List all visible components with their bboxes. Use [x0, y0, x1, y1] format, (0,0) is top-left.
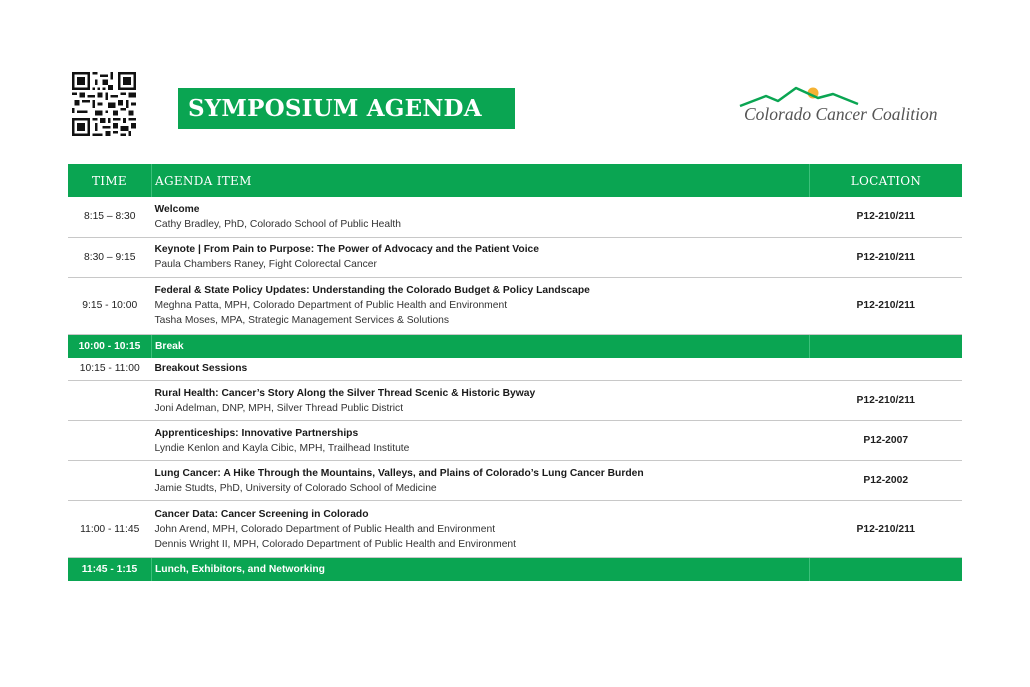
table-row [68, 421, 962, 461]
table-row-break [68, 334, 962, 358]
qr-code-icon [72, 72, 136, 136]
row-time: 8:15 – 8:30 [68, 197, 152, 237]
row-speaker: Paula Chambers Raney, Fight Colorectal Cancer [154, 259, 377, 270]
table-row [68, 277, 962, 334]
row-agenda-item [152, 277, 810, 334]
row-speaker: Meghna Patta, MPH, Colorado Department of Public Health and Environment [154, 300, 508, 311]
row-title: Cancer Data: Cancer Screening in Colorado [154, 508, 369, 520]
row-agenda-item [152, 461, 810, 501]
row-speaker: Dennis Wright II, MPH, Colorado Department of Public Health and Environment [154, 538, 517, 550]
row-time: 8:30 – 9:15 [68, 237, 152, 277]
table-row [68, 381, 962, 421]
row-location [810, 358, 963, 381]
row-location: P12-2007 [810, 421, 963, 461]
table-row [68, 237, 962, 277]
row-location [810, 334, 963, 358]
row-location: P12-210/211 [810, 197, 963, 237]
row-title: Rural Health: Cancer’s Story Along the Silver Thread Scenic & Historic Byway [154, 387, 536, 399]
table-row [68, 358, 962, 381]
row-title: Federal & State Policy Updates: Understanding the Colorado Budget & Policy Landscape [154, 285, 590, 296]
table-row-lunch [68, 558, 962, 582]
row-title: Lung Cancer: A Hike Through the Mountains, Valleys, and Plains of Colorado’s Lung Cancer Burden [154, 467, 644, 479]
row-agenda-item [152, 421, 810, 461]
row-title: Keynote | From Pain to Purpose: The Power of Advocacy and the Patient Voice [154, 244, 540, 255]
row-location: P12-210/211 [810, 501, 963, 558]
row-agenda-item [152, 237, 810, 277]
table-row [68, 197, 962, 237]
coalition-logo [738, 84, 962, 128]
row-title: Welcome [154, 203, 200, 215]
column-header-location: LOCATION [810, 164, 963, 197]
row-speaker: Jamie Studts, PhD, University of Colorado School of Medicine [154, 482, 437, 494]
row-time: 11:45 - 1:15 [68, 558, 152, 582]
row-speaker: Lyndie Kenlon and Kayla Cibic, MPH, Trailhead Institute [154, 442, 410, 454]
row-time [68, 421, 152, 461]
row-speaker: Cathy Bradley, PhD, Colorado School of Public Health [154, 218, 401, 230]
row-location [810, 558, 963, 582]
row-agenda-item [152, 381, 810, 421]
table-row [68, 461, 962, 501]
column-header-agenda-item: AGENDA ITEM [152, 164, 810, 197]
row-title: Apprenticeships: Innovative Partnerships [154, 427, 359, 439]
row-speaker: Tasha Moses, MPA, Strategic Management Services & Solutions [154, 315, 450, 326]
row-agenda-item [152, 358, 810, 381]
row-title: Lunch, Exhibitors, and Networking [152, 558, 810, 582]
table-row [68, 501, 962, 558]
row-time: 9:15 - 10:00 [68, 277, 152, 334]
row-time: 10:15 - 11:00 [68, 358, 152, 381]
row-time [68, 461, 152, 501]
table-header-row [68, 164, 962, 197]
row-agenda-item [152, 501, 810, 558]
agenda-table [68, 164, 962, 581]
row-location: P12-210/211 [810, 237, 963, 277]
row-speaker: Joni Adelman, DNP, MPH, Silver Thread Public District [154, 402, 404, 414]
row-location: P12-210/211 [810, 277, 963, 334]
row-agenda-item [152, 197, 810, 237]
row-time: 11:00 - 11:45 [68, 501, 152, 558]
row-location: P12-2002 [810, 461, 963, 501]
row-time: 10:00 - 10:15 [68, 334, 152, 358]
row-location: P12-210/211 [810, 381, 963, 421]
row-title: Break [152, 334, 810, 358]
row-speaker: John Arend, MPH, Colorado Department of Public Health and Environment [154, 523, 496, 535]
logo-text: Colorado Cancer Coalition [744, 104, 938, 124]
page-title: SYMPOSIUM AGENDA [178, 88, 515, 129]
column-header-time: TIME [68, 164, 152, 197]
row-title: Breakout Sessions [154, 363, 248, 375]
row-time [68, 381, 152, 421]
